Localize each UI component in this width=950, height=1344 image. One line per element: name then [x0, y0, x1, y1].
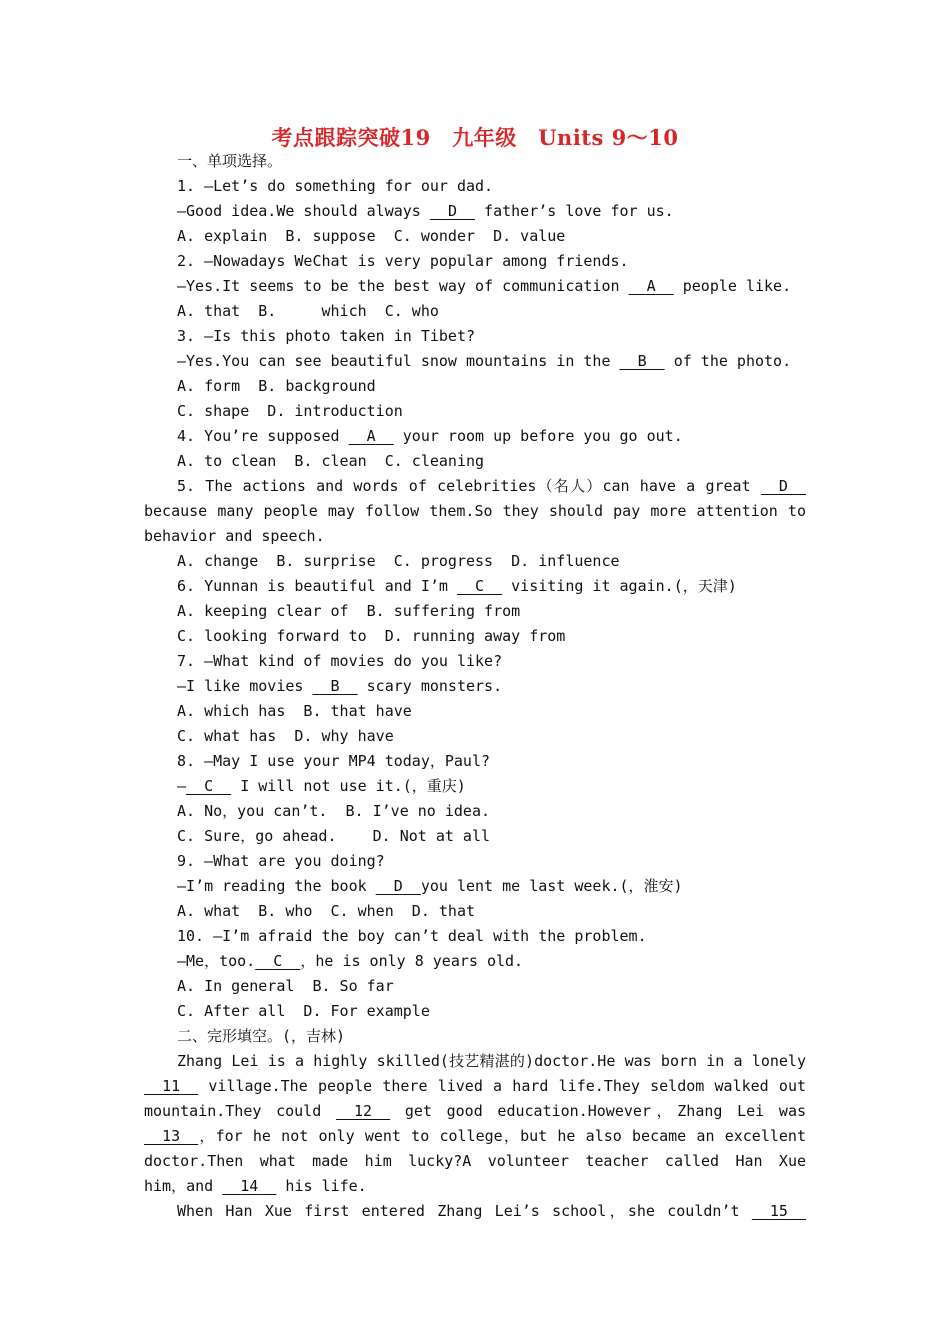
question-5-line-2: because many people may follow them.So they should pay more attention to	[144, 502, 806, 520]
answer-blank-2: A	[646, 277, 656, 295]
passage-line-1: Zhang Lei is a highly skilled(技艺精湛的)doctor.He was born in a lonely	[177, 1052, 806, 1070]
answer-blank-7: B	[330, 677, 340, 695]
answer-blank-8: C	[204, 777, 214, 795]
page-title: 考点跟踪突破19 九年级 Units 9～10	[271, 125, 679, 150]
answer-blank-6: C	[475, 577, 485, 595]
passage-line-3: mountain.They could 12 get good education.However，Zhang Lei was	[144, 1099, 806, 1124]
section-heading-cloze: 二、完形填空。(，吉林)	[177, 1027, 346, 1045]
question-10-options-1: A. In general B. So far	[177, 977, 394, 995]
passage-line-7: When Han Xue first entered Zhang Lei’s school，she couldn’t 15	[177, 1199, 806, 1224]
question-3-stem: 3. —Is this photo taken in Tibet?	[177, 327, 476, 345]
question-7-options-2: C. what has D. why have	[177, 727, 394, 745]
question-8-options-2: C. Sure，go ahead. D. Not at all	[177, 827, 491, 845]
question-8-options-1: A. No，you can’t. B. I’ve no idea.	[177, 802, 491, 820]
question-1-line: —Good idea.We should always D father’s love for us.	[177, 199, 806, 224]
question-2-stem: 2. —Nowadays WeChat is very popular among friends.	[177, 252, 629, 270]
question-8-stem: 8. —May I use your MP4 today，Paul?	[177, 752, 491, 770]
question-5-stem: 5. The actions and words of celebrities（名人）can have a great D	[177, 474, 806, 499]
question-9-stem: 9. —What are you doing?	[177, 852, 385, 870]
question-8-line: — C I will not use it.(，重庆)	[177, 774, 806, 799]
question-7-stem: 7. —What kind of movies do you like?	[177, 652, 503, 670]
question-2-line: —Yes.It seems to be the best way of communication A people like.	[177, 274, 806, 299]
question-6-stem: 6. Yunnan is beautiful and I’m C visiting it again.(，天津)	[177, 574, 806, 599]
cloze-blank-12: 12	[354, 1102, 373, 1120]
question-9-options: A. what B. who C. when D. that	[177, 902, 476, 920]
question-5-line-3: behavior and speech.	[144, 527, 325, 545]
question-3-options-1: A. form B. background	[177, 377, 376, 395]
answer-blank-9: D	[393, 877, 403, 895]
cloze-blank-14: 14	[240, 1177, 259, 1195]
question-4-options: A. to clean B. clean C. cleaning	[177, 452, 485, 470]
passage-line-6: him，and 14 his life.	[144, 1174, 806, 1199]
question-2-options: A. that B. which C. who	[177, 302, 439, 320]
cloze-blank-11: 11	[162, 1077, 181, 1095]
question-10-stem: 10. —I’m afraid the boy can’t deal with the problem.	[177, 927, 647, 945]
question-6-options-1: A. keeping clear of B. suffering from	[177, 602, 521, 620]
question-4-stem: 4. You’re supposed A your room up before you go out.	[177, 424, 806, 449]
question-10-line: —Me，too. C ，he is only 8 years old.	[177, 949, 806, 974]
question-7-line: —I like movies B scary monsters.	[177, 674, 806, 699]
answer-blank-3: B	[637, 352, 647, 370]
question-1-stem: 1. —Let’s do something for our dad.	[177, 177, 494, 195]
question-7-options-1: A. which has B. that have	[177, 702, 412, 720]
answer-blank-1: D	[447, 202, 457, 220]
passage-line-2: 11 village.The people there lived a hard life.They seldom walked out	[144, 1074, 806, 1099]
section-heading: 一、单项选择。	[177, 152, 283, 170]
answer-blank-4: A	[366, 427, 376, 445]
question-9-line: —I’m reading the book D you lent me last week.(，淮安)	[177, 874, 806, 899]
answer-blank-10: C	[273, 952, 283, 970]
question-10-options-2: C. After all D. For example	[177, 1002, 430, 1020]
question-6-options-2: C. looking forward to D. running away from	[177, 627, 566, 645]
cloze-blank-15: 15	[769, 1202, 788, 1220]
answer-blank-5: D	[778, 477, 788, 495]
passage-line-5: doctor.Then what made him lucky?A volunteer teacher called Han Xue	[144, 1152, 806, 1170]
passage-line-4: 13 ，for he not only went to college，but he also became an excellent	[144, 1124, 806, 1149]
question-1-options: A. explain B. suppose C. wonder D. value	[177, 227, 566, 245]
question-5-options: A. change B. surprise C. progress D. influence	[177, 552, 620, 570]
question-3-options-2: C. shape D. introduction	[177, 402, 403, 420]
cloze-blank-13: 13	[162, 1127, 181, 1145]
question-3-line: —Yes.You can see beautiful snow mountains in the B of the photo.	[177, 349, 806, 374]
